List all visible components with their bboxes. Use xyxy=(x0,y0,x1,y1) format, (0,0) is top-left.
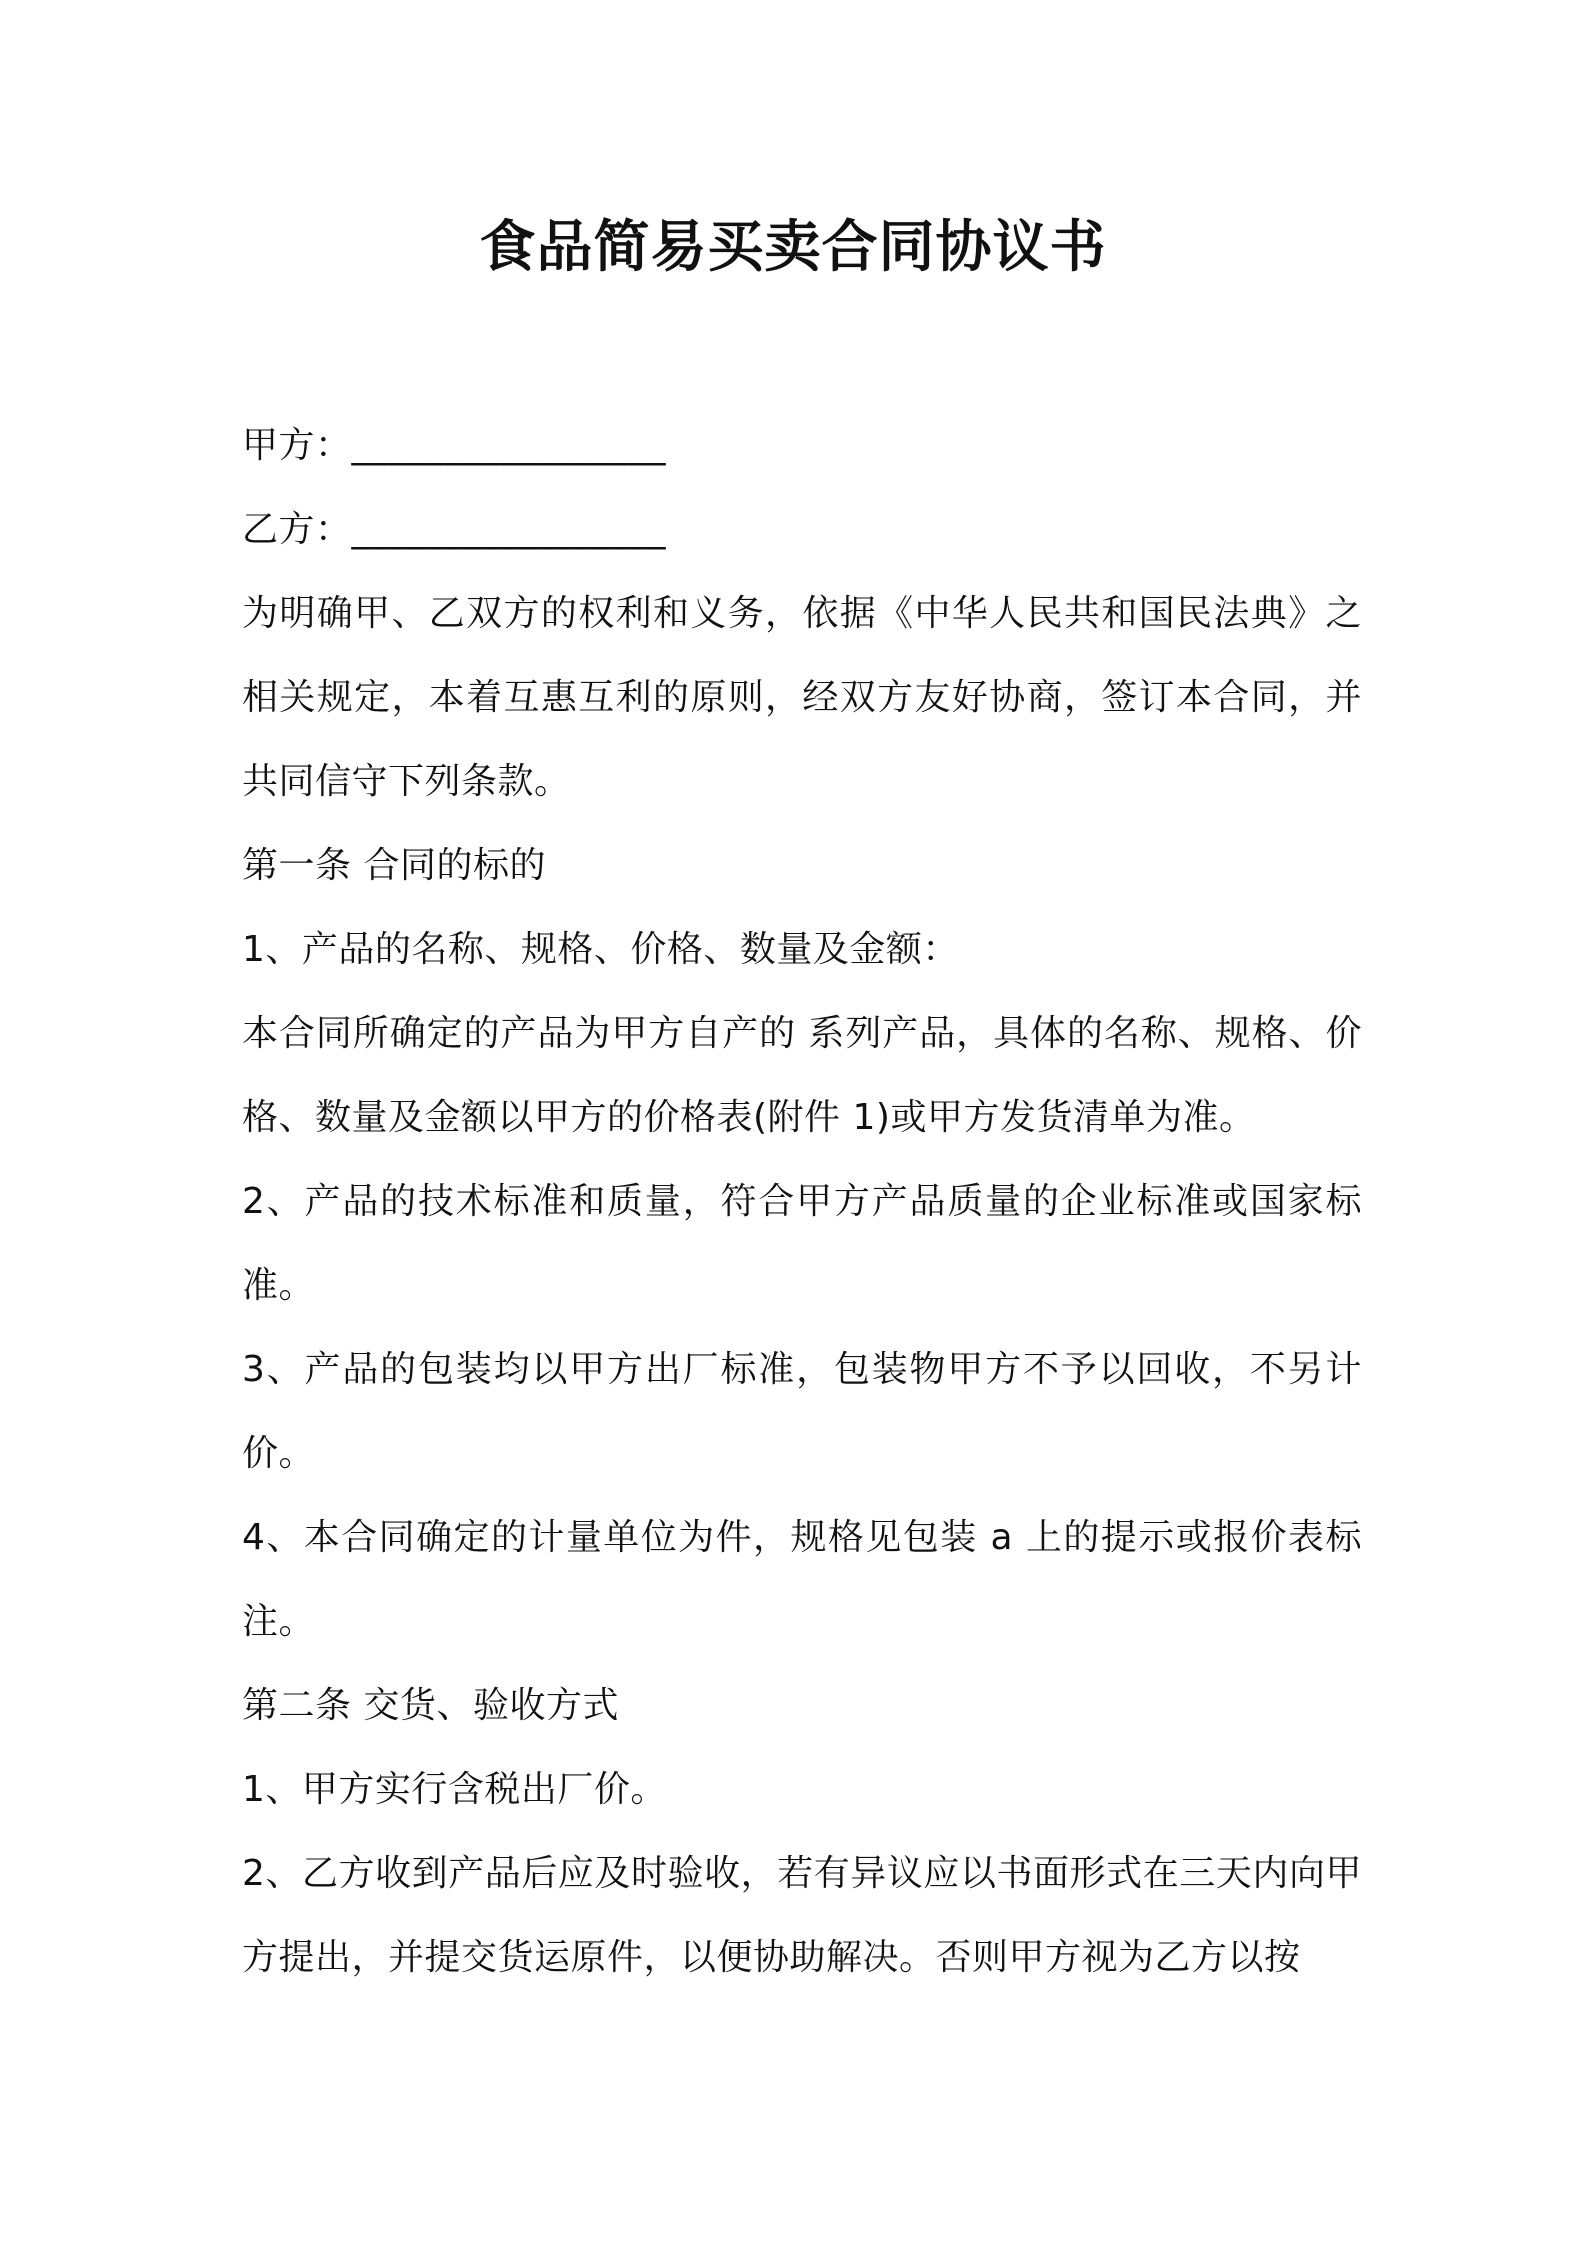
article-1-item-1-title: 1、产品的名称、规格、价格、数量及金额： xyxy=(242,929,959,970)
article-1-item-1-body: 本合同所确定的产品为甲方自产的 系列产品，具体的名称、规格、价格、数量及金额以甲方的价格表(附件 1)或甲方发货清单为准。 xyxy=(242,1013,1362,1138)
preamble-paragraph: 为明确甲、乙双方的权利和义务，依据《中华人民共和国民法典》之相关规定，本着互惠互利的原则，经双方友好协商，签订本合同，并共同信守下列条款。 xyxy=(242,593,1362,802)
document-body xyxy=(242,404,1362,2000)
article-2-item-2: 2、乙方收到产品后应及时验收，若有异议应以书面形式在三天内向甲方提出，并提交货运原件，以便协助解决。否则甲方视为乙方以按 xyxy=(242,1853,1362,1978)
article-1-item-2: 2、产品的技术标准和质量，符合甲方产品质量的企业标准或国家标准。 xyxy=(242,1181,1362,1306)
document-title: 食品简易买卖合同协议书 xyxy=(479,215,1107,280)
article-1-item-3: 3、产品的包装均以甲方出厂标准，包装物甲方不予以回收，不另计价。 xyxy=(242,1349,1362,1474)
article-2-item-1: 1、甲方实行含税出厂价。 xyxy=(242,1769,667,1810)
article-2-heading: 第二条 交货、验收方式 xyxy=(242,1685,619,1726)
party-b-line: 乙方：_________________ xyxy=(242,509,667,550)
article-1-item-4: 4、本合同确定的计量单位为件，规格见包装 a 上的提示或报价表标注。 xyxy=(242,1517,1362,1642)
party-a-line: 甲方：_________________ xyxy=(242,425,667,466)
article-1-heading: 第一条 合同的标的 xyxy=(242,845,546,886)
